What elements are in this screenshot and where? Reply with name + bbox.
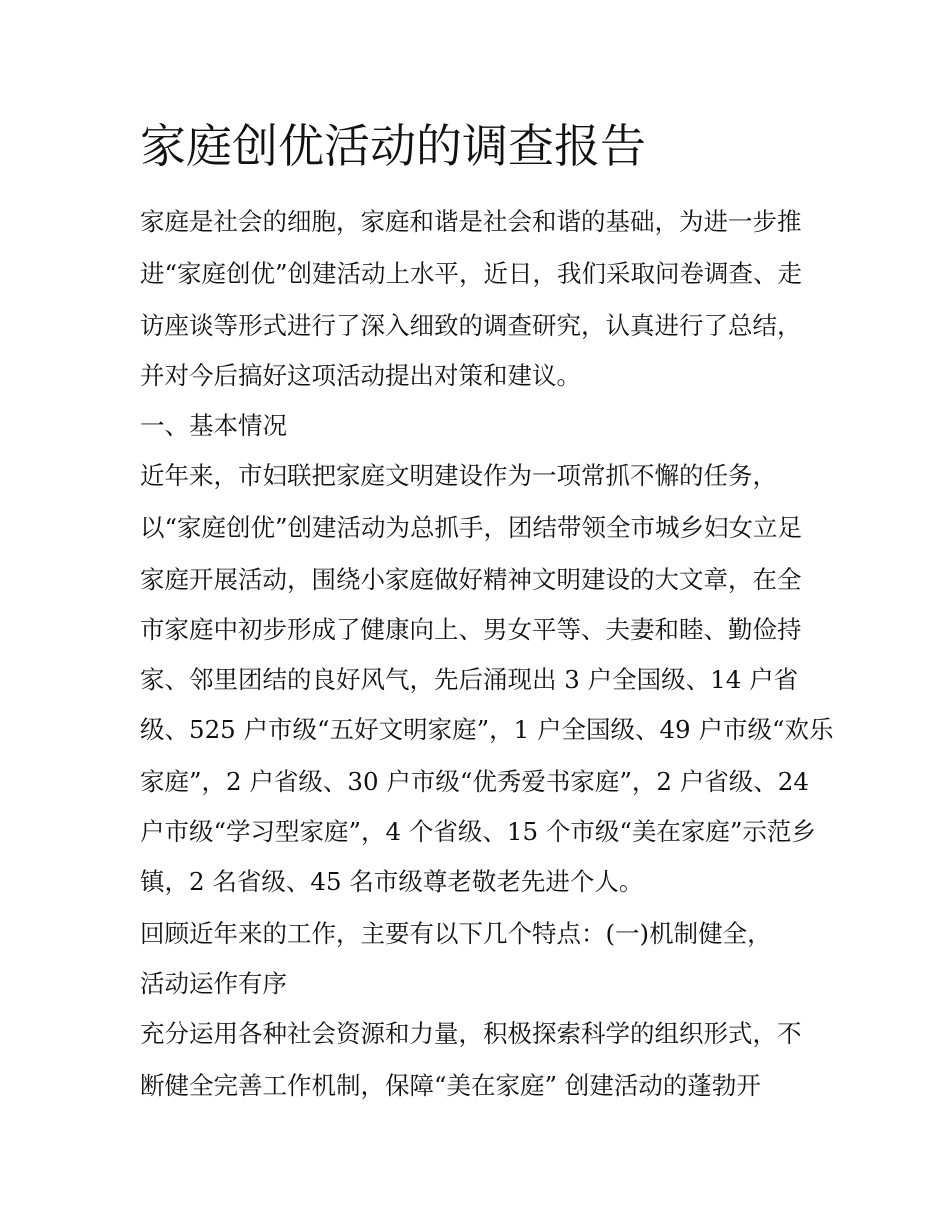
intro-line-4: 并对今后搞好这项活动提出对策和建议。 <box>140 361 581 390</box>
mechanism-line-2: 断健全完善工作机制，保障“美在家庭” 创建活动的蓬勃开 <box>140 1071 761 1100</box>
body-line-9: 镇，2 名省级、45 名市级尊老敬老先进个人。 <box>140 867 644 896</box>
body-line-7: 家庭”，2 户省级、30 户市级“优秀爱书家庭”，2 户省级、24 <box>140 767 809 796</box>
mechanism-line-1: 充分运用各种社会资源和力量，积极探索科学的组织形式，不 <box>140 1019 802 1048</box>
body-line-3: 家庭开展活动，围绕小家庭做好精神文明建设的大文章，在全 <box>140 565 802 594</box>
intro-line-2: 进“家庭创优”创建活动上水平，近日，我们采取问卷调查、走 <box>140 259 803 288</box>
body-line-2: 以“家庭创优”创建活动为总抓手，团结带领全市城乡妇女立足 <box>140 513 803 542</box>
body-line-8: 户市级“学习型家庭”，4 个省级、15 个市级“美在家庭”示范乡 <box>140 817 816 846</box>
subheading-mechanism: 活动运作有序 <box>140 969 287 998</box>
intro-line-1: 家庭是社会的细胞，家庭和谐是社会和谐的基础，为进一步推 <box>140 207 802 236</box>
intro-line-3: 访座谈等形式进行了深入细致的调查研究，认真进行了总结， <box>140 311 802 340</box>
body-line-1: 近年来，市妇联把家庭文明建设作为一项常抓不懈的任务， <box>140 461 777 490</box>
review-line-1: 回顾近年来的工作，主要有以下几个特点：(一)机制健全， <box>140 919 772 948</box>
section-heading-basic-situation: 一、基本情况 <box>140 411 287 440</box>
body-line-6: 级、525 户市级“五好文明家庭”，1 户全国级、49 户市级“欢乐 <box>140 715 834 744</box>
document-title: 家庭创优活动的调查报告 <box>140 119 646 173</box>
body-line-4: 市家庭中初步形成了健康向上、男女平等、夫妻和睦、勤俭持 <box>140 615 802 644</box>
body-line-5: 家、邻里团结的良好风气，先后涌现出 3 户全国级、14 户省 <box>140 665 799 694</box>
